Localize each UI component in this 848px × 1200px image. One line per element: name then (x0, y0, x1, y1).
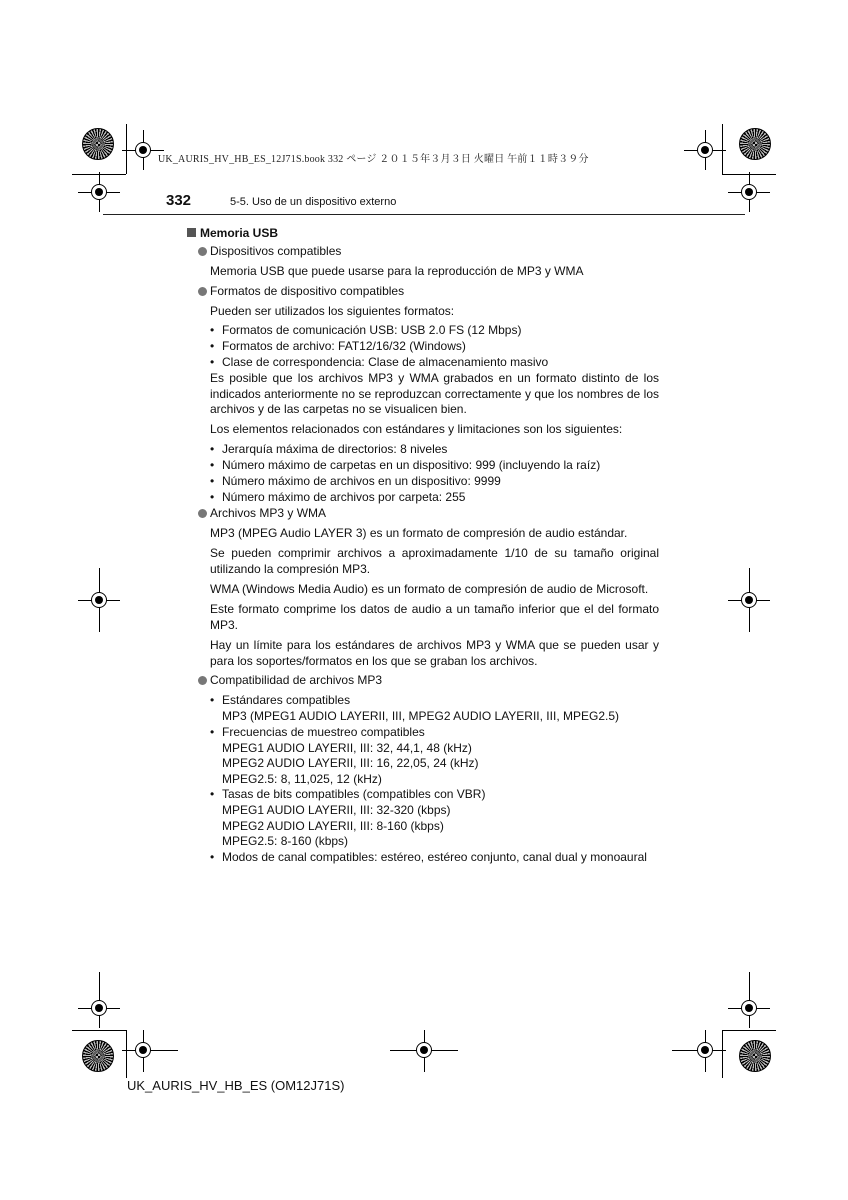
trim-mark (72, 1030, 126, 1031)
trim-mark (722, 1030, 723, 1078)
section-heading (187, 226, 278, 242)
bullet-heading (198, 506, 326, 522)
registration-rosette-bottom-right (739, 1040, 771, 1072)
list-item-text: Número máximo de archivos por carpeta: 255 (222, 490, 466, 504)
list-bullet: • (210, 850, 215, 864)
crosshair-mark (416, 1042, 432, 1058)
registration-rosette-top-left (82, 128, 114, 160)
header-rule (103, 214, 745, 215)
square-bullet-icon (187, 228, 196, 237)
list-item-detail: MPEG2 AUDIO LAYERII, III: 8-160 (kbps) (222, 819, 444, 833)
list-item (210, 323, 680, 339)
crosshair-mark (91, 184, 107, 200)
list-item-text: Formatos de archivo: FAT12/16/32 (Windows) (222, 339, 466, 353)
paragraph: Se pueden comprimir archivos a aproximadamente 1/10 de su tamaño original utilizando la compresión MP3. (210, 546, 659, 576)
list-item (210, 725, 680, 741)
list-item (210, 355, 680, 371)
list-item-text: Frecuencias de muestreo compatibles (222, 725, 425, 739)
crosshair-mark (741, 592, 757, 608)
paragraph: Memoria USB que puede usarse para la reproducción de MP3 y WMA (210, 264, 584, 278)
list-item-text: Estándares compatibles (222, 693, 351, 707)
circle-bullet-icon (198, 287, 207, 296)
trim-mark (126, 1030, 127, 1078)
paragraph: Es posible que los archivos MP3 y WMA grabados en un formato distinto de los indicados anteriormente no se reproduzcan correctamente y que los nombres de los archivos y de las carpetas no se visualicen bien. (210, 371, 659, 417)
circle-bullet-icon (198, 676, 207, 685)
list-item-detail: MPEG2.5: 8, 11,025, 12 (kHz) (222, 772, 382, 786)
list-item-text: Número máximo de archivos en un dispositivo: 9999 (222, 474, 501, 488)
list-bullet: • (210, 474, 215, 488)
list-bullet: • (210, 693, 215, 707)
list-item-detail: MPEG1 AUDIO LAYERII, III: 32-320 (kbps) (222, 803, 451, 817)
list-bullet: • (210, 355, 215, 369)
bullet-heading (198, 244, 341, 260)
list-item-text: Clase de correspondencia: Clase de almacenamiento masivo (222, 355, 549, 369)
list-bullet: • (210, 339, 215, 353)
crosshair-mark (91, 1000, 107, 1016)
paragraph: Los elementos relacionados con estándares y limitaciones son los siguientes: (210, 422, 623, 436)
bullet-heading-text: Compatibilidad de archivos MP3 (210, 673, 383, 687)
list-bullet: • (210, 458, 215, 472)
list-item-text: Formatos de comunicación USB: USB 2.0 FS (12 Mbps) (222, 323, 522, 337)
crosshair-mark (741, 1000, 757, 1016)
crosshair-mark (135, 142, 151, 158)
document-code: UK_AURIS_HV_HB_ES (OM12J71S) (127, 1078, 345, 1093)
list-item (210, 339, 680, 355)
crosshair-mark (741, 184, 757, 200)
list-item-detail: MPEG2.5: 8-160 (kbps) (222, 834, 349, 848)
trim-mark (722, 1030, 776, 1031)
list-item (210, 787, 680, 803)
list-item-text: Tasas de bits compatibles (compatibles con VBR) (222, 787, 486, 801)
paragraph: Pueden ser utilizados los siguientes formatos: (210, 304, 455, 318)
list-item (210, 693, 680, 709)
list-item (210, 442, 680, 458)
circle-bullet-icon (198, 509, 207, 518)
list-bullet: • (210, 787, 215, 801)
list-bullet: • (210, 323, 215, 337)
list-item-detail: MPEG1 AUDIO LAYERII, III: 32, 44,1, 48 (kHz) (222, 741, 472, 755)
paragraph: MP3 (MPEG Audio LAYER 3) es un formato de compresión de audio estándar. (210, 526, 628, 540)
list-item-text: Modos de canal compatibles: estéreo, estéreo conjunto, canal dual y monoaural (222, 850, 647, 864)
trim-mark (722, 124, 723, 174)
list-bullet: • (210, 490, 215, 504)
bullet-heading (198, 284, 404, 300)
list-item-text: Número máximo de carpetas en un dispositivo: 999 (incluyendo la raíz) (222, 458, 601, 472)
list-item-detail: MP3 (MPEG1 AUDIO LAYERII, III, MPEG2 AUDIO LAYERII, III, MPEG2.5) (222, 709, 619, 723)
list-item (210, 458, 680, 474)
paragraph: WMA (Windows Media Audio) es un formato de compresión de audio de Microsoft. (210, 582, 649, 596)
bullet-heading-text: Archivos MP3 y WMA (210, 506, 327, 520)
bullet-heading (198, 673, 382, 689)
list-bullet: • (210, 725, 215, 739)
page-number: 332 (166, 192, 192, 209)
crosshair-mark (697, 1042, 713, 1058)
list-item (210, 850, 680, 866)
registration-rosette-bottom-left (82, 1040, 114, 1072)
list-item-text: Jerarquía máxima de directorios: 8 niveles (222, 442, 448, 456)
bullet-heading-text: Dispositivos compatibles (210, 244, 342, 258)
bullet-heading-text: Formatos de dispositivo compatibles (210, 284, 405, 298)
list-item-detail: MPEG2 AUDIO LAYERII, III: 16, 22,05, 24 (kHz) (222, 756, 479, 770)
paragraph: Este formato comprime los datos de audio a un tamaño inferior que el del formato MP3. (210, 602, 659, 632)
list-item (210, 474, 680, 490)
print-slug: UK_AURIS_HV_HB_ES_12J71S.book 332 ページ ２０１５年３月３日 火曜日 午前１１時３９分 (158, 154, 589, 165)
list-bullet: • (210, 442, 215, 456)
crosshair-mark (135, 1042, 151, 1058)
section-title: 5-5. Uso de un dispositivo externo (230, 196, 397, 208)
heading-text: Memoria USB (200, 226, 279, 240)
crosshair-mark (697, 142, 713, 158)
trim-mark (126, 124, 127, 174)
circle-bullet-icon (198, 247, 207, 256)
crosshair-mark (91, 592, 107, 608)
paragraph: Hay un límite para los estándares de archivos MP3 y WMA que se pueden usar y para los soportes/formatos en los que se graban los archivos. (210, 638, 659, 668)
registration-rosette-top-right (739, 128, 771, 160)
list-item (210, 490, 680, 506)
